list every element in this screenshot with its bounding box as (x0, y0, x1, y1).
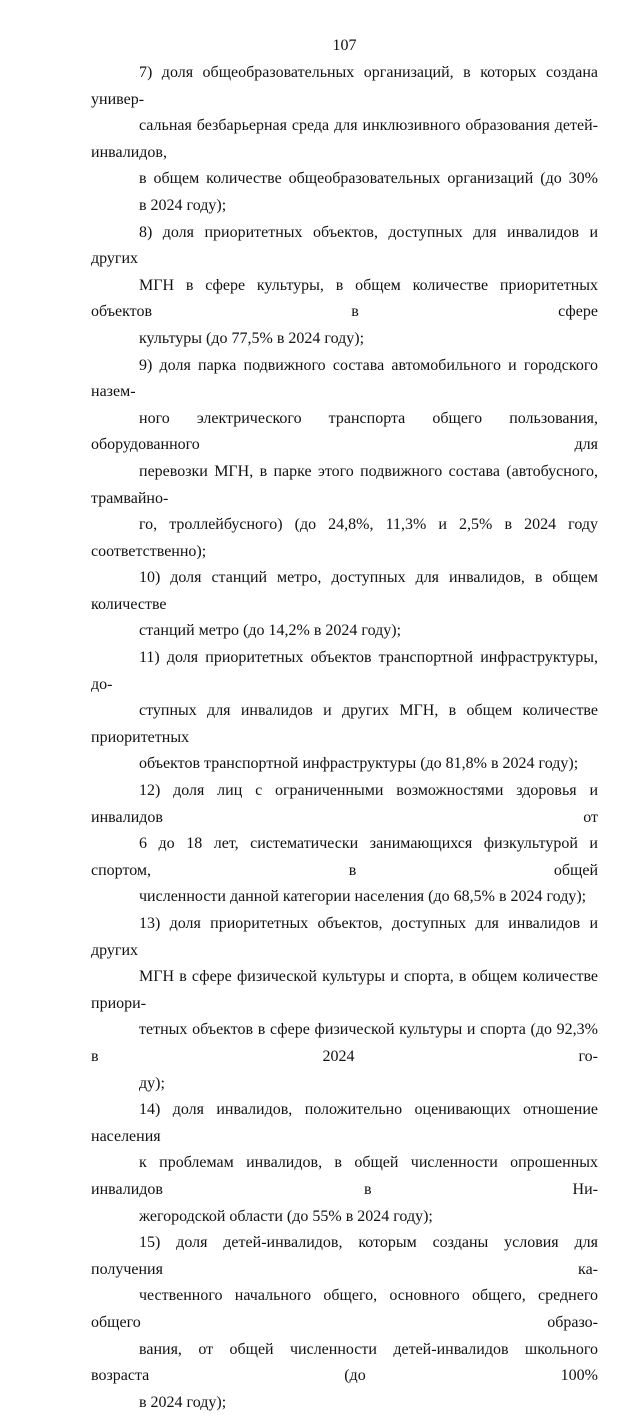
paragraph-line: численности данной категории населения (до 68,5% в 2024 году); (139, 888, 587, 906)
list-item-paragraph (91, 60, 598, 220)
paragraph-line: 11) доля приоритетных объектов транспортной инфраструктуры, до- (91, 649, 598, 693)
paragraph-line: станций метро (до 14,2% в 2024 году); (139, 622, 402, 640)
paragraph-line: 15) доля детей-инвалидов, которым созданы условия для получения ка- (91, 1234, 598, 1278)
paragraph-line: жегородской области (до 55% в 2024 году); (139, 1207, 433, 1225)
paragraph-line: в 2024 году); (139, 196, 227, 214)
paragraph-line: вания, от общей численности детей-инвалидов школьного возраста (до 100% (91, 1340, 598, 1385)
list-item-paragraph (91, 911, 598, 1097)
paragraph-line: го, троллейбусного) (до 24,8%, 11,3% и 2,5% в 2024 году соответственно); (91, 516, 598, 560)
paragraph-line: МГН в сфере физической культуры и спорта, в общем количестве приори- (91, 968, 598, 1012)
paragraph-line: 12) доля лиц с ограниченными возможностями здоровья и инвалидов от (91, 782, 598, 826)
list-item-paragraph (91, 565, 598, 645)
list-item-paragraph (91, 778, 598, 911)
paragraph-line: перевозки МГН, в парке этого подвижного состава (автобусного, трамвайно- (91, 462, 598, 507)
paragraph-line: 6 до 18 лет, систематически занимающихся физкультурой и спортом, в общей (91, 835, 598, 879)
paragraph-line: сальная безбарьерная среда для инклюзивного образования детей-инвалидов, (91, 117, 598, 161)
list-item-paragraph (91, 645, 598, 778)
paragraph-line: 7) доля общеобразовательных организаций, в которых создана универ- (91, 64, 598, 108)
paragraph-line: объектов транспортной инфраструктуры (до 81,8% в 2024 году); (139, 755, 579, 773)
paragraph-line: тетных объектов в сфере физической культуры и спорта (до 92,3% в 2024 го- (91, 1021, 598, 1065)
paragraph-line: к проблемам инвалидов, в общей численности опрошенных инвалидов в Ни- (91, 1154, 598, 1198)
paragraph-line: в общем количестве общеобразовательных организаций (до 30% (139, 170, 598, 188)
paragraph-line: ступных для инвалидов и других МГН, в общем количестве приоритетных (91, 702, 598, 746)
paragraph-line: МГН в сфере культуры, в общем количестве приоритетных объектов в сфере (91, 276, 598, 321)
paragraph-line: 8) доля приоритетных объектов, доступных для инвалидов и других (91, 223, 598, 268)
paragraph-line: в 2024 году); (139, 1393, 227, 1411)
list-item-paragraph (91, 1097, 598, 1230)
list-item-paragraph (91, 1230, 598, 1416)
paragraph-line: ду); (139, 1074, 165, 1092)
paragraph-line: 13) доля приоритетных объектов, доступных для инвалидов и других (91, 915, 598, 959)
paragraph-line: 10) доля станций метро, доступных для инвалидов, в общем количестве (91, 569, 598, 613)
page-number: 107 (332, 37, 357, 54)
paragraph-line: 9) доля парка подвижного состава автомобильного и городского назем- (91, 356, 598, 401)
paragraph-line: чественного начального общего, основного общего, среднего общего образо- (91, 1287, 598, 1331)
list-item-paragraph (91, 353, 598, 566)
document-body (91, 60, 598, 1416)
paragraph-line: культуры (до 77,5% в 2024 году); (139, 329, 365, 347)
paragraph-line: ного электрического транспорта общего пользования, оборудованного для (91, 409, 598, 454)
paragraph-line: 14) доля инвалидов, положительно оценивающих отношение населения (91, 1101, 598, 1145)
list-item-paragraph (91, 220, 598, 353)
